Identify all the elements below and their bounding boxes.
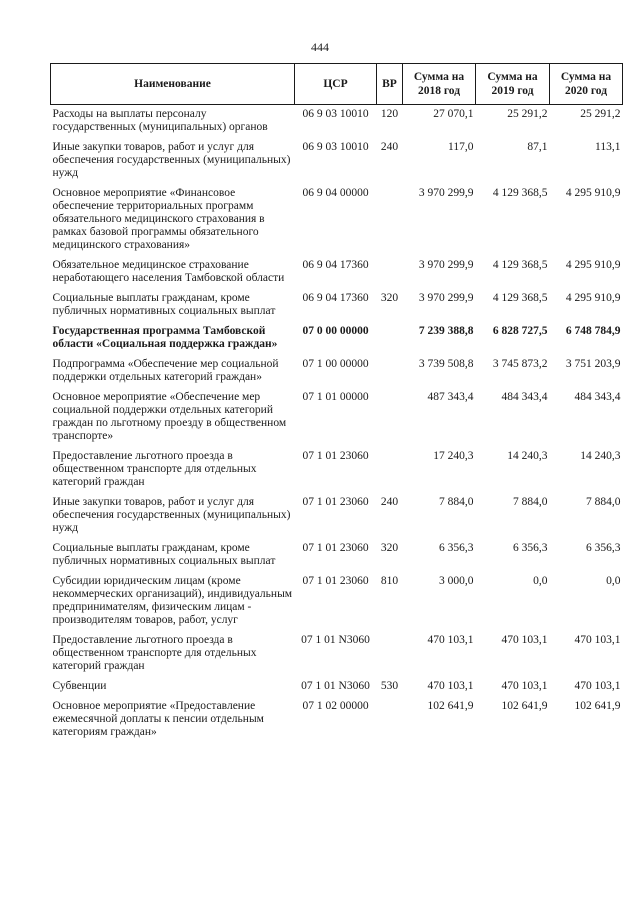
row-sum-2019: 3 745 873,2 <box>492 358 548 370</box>
table-row <box>51 539 623 572</box>
row-vr <box>377 697 403 743</box>
row-name: Субвенции <box>52 680 107 692</box>
header-sum-2019: Сумма на 2019 год <box>476 64 550 105</box>
row-csr: 07 1 01 00000 <box>302 391 369 403</box>
table-row <box>51 138 623 184</box>
row-name: Основное мероприятие «Обеспечение мер социальной поддержки отдельных категорий граждан по льготному проезду в общественном транспорте» <box>52 391 287 442</box>
row-sum-2018: 470 103,1 <box>427 634 474 646</box>
table-row <box>51 184 623 256</box>
row-sum-2020: 14 240,3 <box>580 450 621 462</box>
row-csr: 07 1 01 23060 <box>302 575 369 587</box>
row-sum-2018: 3 970 299,9 <box>418 292 474 304</box>
row-sum-2019: 14 240,3 <box>507 450 548 462</box>
row-vr: 810 <box>380 575 399 587</box>
row-sum-2018: 7 884,0 <box>439 496 474 508</box>
row-csr: 06 9 04 00000 <box>302 187 369 199</box>
row-sum-2020: 0,0 <box>606 575 621 587</box>
row-sum-2019: 0,0 <box>533 575 548 587</box>
row-sum-2020: 4 295 910,9 <box>565 259 621 271</box>
row-sum-2019: 470 103,1 <box>501 680 548 692</box>
row-sum-2019: 6 356,3 <box>513 542 548 554</box>
row-csr: 07 1 01 23060 <box>302 496 369 508</box>
row-vr <box>377 355 403 388</box>
table-row <box>51 697 623 743</box>
row-sum-2020: 113,1 <box>595 141 621 153</box>
row-vr: 240 <box>380 141 399 153</box>
row-sum-2018: 3 970 299,9 <box>418 187 474 199</box>
row-sum-2019: 102 641,9 <box>501 700 548 712</box>
row-csr: 06 9 04 17360 <box>302 292 369 304</box>
row-name: Расходы на выплаты персоналу государственных (муниципальных) органов <box>52 108 268 133</box>
row-sum-2020: 6 748 784,9 <box>565 325 621 337</box>
row-csr: 07 1 00 00000 <box>302 358 369 370</box>
header-csr: ЦСР <box>295 64 377 105</box>
row-sum-2020: 7 884,0 <box>586 496 621 508</box>
row-sum-2019: 484 343,4 <box>501 391 548 403</box>
table-row <box>51 355 623 388</box>
row-vr: 320 <box>380 542 399 554</box>
table-row <box>51 572 623 631</box>
row-sum-2019: 4 129 368,5 <box>492 187 548 199</box>
row-name: Социальные выплаты гражданам, кроме публичных нормативных социальных выплат <box>52 292 276 317</box>
table-row <box>51 256 623 289</box>
row-sum-2020: 4 295 910,9 <box>565 187 621 199</box>
row-sum-2020: 102 641,9 <box>574 700 621 712</box>
row-vr <box>377 631 403 677</box>
row-vr <box>377 184 403 256</box>
row-csr: 06 9 04 17360 <box>302 259 369 271</box>
row-sum-2020: 3 751 203,9 <box>565 358 621 370</box>
row-vr: 320 <box>380 292 399 304</box>
row-sum-2018: 3 000,0 <box>439 575 474 587</box>
row-sum-2018: 470 103,1 <box>427 680 474 692</box>
row-vr <box>377 256 403 289</box>
row-sum-2020: 470 103,1 <box>574 634 621 646</box>
row-sum-2018: 117,0 <box>448 141 474 153</box>
row-csr: 06 9 03 10010 <box>302 141 369 153</box>
row-vr: 240 <box>380 496 399 508</box>
row-sum-2020: 484 343,4 <box>574 391 621 403</box>
row-name: Иные закупки товаров, работ и услуг для обеспечения государственных (муниципальных) нужд <box>52 141 291 179</box>
row-sum-2018: 27 070,1 <box>433 108 474 120</box>
table-row <box>51 289 623 322</box>
row-vr: 530 <box>380 680 399 692</box>
table-row <box>51 322 623 355</box>
row-name: Основное мероприятие «Финансовое обеспечение территориальных программ обязательного медицинского страхования в рамках базовой программы обязательного медицинского страхования» <box>52 187 265 251</box>
row-sum-2019: 4 129 368,5 <box>492 292 548 304</box>
table-row <box>51 447 623 493</box>
row-sum-2018: 17 240,3 <box>433 450 474 462</box>
row-sum-2018: 3 970 299,9 <box>418 259 474 271</box>
row-sum-2018: 487 343,4 <box>427 391 474 403</box>
row-vr <box>377 388 403 447</box>
row-sum-2019: 4 129 368,5 <box>492 259 548 271</box>
row-sum-2018: 6 356,3 <box>439 542 474 554</box>
row-name: Социальные выплаты гражданам, кроме публичных нормативных социальных выплат <box>52 542 276 567</box>
row-sum-2019: 25 291,2 <box>507 108 548 120</box>
row-sum-2020: 6 356,3 <box>586 542 621 554</box>
row-sum-2019: 470 103,1 <box>501 634 548 646</box>
row-sum-2020: 470 103,1 <box>574 680 621 692</box>
row-vr <box>377 447 403 493</box>
table-row <box>51 677 623 697</box>
header-sum-2018: Сумма на 2018 год <box>403 64 476 105</box>
page-number: 444 <box>311 40 329 54</box>
row-sum-2020: 25 291,2 <box>580 108 621 120</box>
row-csr: 07 1 01 N3060 <box>301 634 370 646</box>
row-name: Предоставление льготного проезда в общественном транспорте для отдельных категорий граждан <box>52 450 257 488</box>
row-sum-2019: 87,1 <box>527 141 548 153</box>
row-csr: 07 1 01 23060 <box>302 542 369 554</box>
header-name: Наименование <box>51 64 295 105</box>
header-vr: ВР <box>377 64 403 105</box>
header-row <box>51 64 623 105</box>
row-sum-2018: 7 239 388,8 <box>418 325 474 337</box>
row-csr: 07 1 01 N3060 <box>301 680 370 692</box>
row-csr: 07 1 02 00000 <box>302 700 369 712</box>
table-row <box>51 493 623 539</box>
row-name: Иные закупки товаров, работ и услуг для обеспечения государственных (муниципальных) нужд <box>52 496 291 534</box>
header-sum-2020: Сумма на 2020 год <box>550 64 623 105</box>
row-sum-2018: 3 739 508,8 <box>418 358 474 370</box>
table-row <box>51 105 623 139</box>
row-csr: 07 0 00 00000 <box>302 325 369 337</box>
table-row <box>51 388 623 447</box>
row-sum-2018: 102 641,9 <box>427 700 474 712</box>
row-sum-2019: 7 884,0 <box>513 496 548 508</box>
row-name: Государственная программа Тамбовской области «Социальная поддержка граждан» <box>52 325 278 350</box>
row-vr <box>377 322 403 355</box>
row-sum-2020: 4 295 910,9 <box>565 292 621 304</box>
row-name: Предоставление льготного проезда в общественном транспорте для отдельных категорий граждан <box>52 634 257 672</box>
row-name: Подпрограмма «Обеспечение мер социальной поддержки отдельных категорий граждан» <box>52 358 279 383</box>
row-sum-2019: 6 828 727,5 <box>492 325 548 337</box>
row-csr: 07 1 01 23060 <box>302 450 369 462</box>
row-name: Субсидии юридическим лицам (кроме некоммерческих организаций), индивидуальным предпринимателям, физическим лицам - производителям товаров, работ, услуг <box>52 575 293 626</box>
budget-table <box>50 63 623 743</box>
table-row <box>51 631 623 677</box>
row-name: Основное мероприятие «Предоставление ежемесячной доплаты к пенсии отдельным категориям граждан» <box>52 700 264 738</box>
row-vr: 120 <box>380 108 399 120</box>
row-name: Обязательное медицинское страхование неработающего населения Тамбовской области <box>52 259 285 284</box>
row-csr: 06 9 03 10010 <box>302 108 369 120</box>
